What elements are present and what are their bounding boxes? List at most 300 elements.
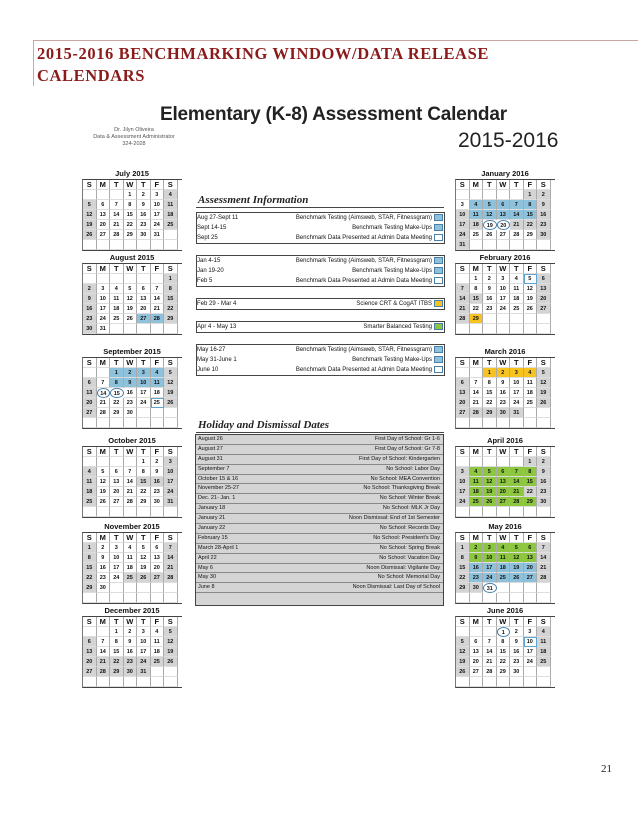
- calendar-empty-cell: [510, 457, 524, 467]
- calendar-day: 3: [151, 190, 165, 200]
- holiday-event: No School: Spring Break: [379, 544, 440, 551]
- calendar-day: 17: [164, 477, 178, 487]
- calendar-day: 24: [524, 657, 538, 667]
- month-calendar: [82, 253, 182, 335]
- calendar-day: 8: [137, 467, 151, 477]
- calendar-day: 30: [83, 324, 97, 334]
- calendar-empty-cell: [510, 418, 524, 428]
- calendar-day: 16: [537, 477, 551, 487]
- calendar-day: 30: [151, 497, 165, 507]
- month-calendar: [455, 522, 555, 604]
- calendar-day: 6: [151, 543, 165, 553]
- calendar-day: 18: [510, 294, 524, 304]
- calendar-day: 31: [510, 408, 524, 418]
- weekday-header: W: [497, 264, 511, 274]
- calendar-empty-cell: [524, 677, 538, 687]
- weekday-header: T: [483, 264, 497, 274]
- holiday-event: First Day of School: Gr 1-6: [374, 436, 440, 442]
- calendar-day: 24: [137, 398, 151, 408]
- calendar-day: 17: [97, 304, 111, 314]
- calendar-empty-cell: [483, 627, 497, 637]
- calendar-day: 11: [537, 637, 551, 647]
- calendar-day: 6: [537, 274, 551, 284]
- weekday-header: M: [470, 533, 484, 543]
- assessment-date: Jan 4-15: [197, 258, 221, 264]
- calendar-day: 14: [483, 647, 497, 657]
- calendar-day: 3: [97, 284, 111, 294]
- calendar-day: 23: [124, 657, 138, 667]
- calendar-day: 11: [83, 477, 97, 487]
- holiday-event: No School: Memorial Day: [377, 574, 440, 581]
- calendar-day: 15: [164, 294, 178, 304]
- calendar-day: 16: [83, 304, 97, 314]
- calendar-empty-cell: [110, 418, 124, 428]
- calendar-day: 22: [456, 573, 470, 583]
- weekday-header: W: [497, 533, 511, 543]
- weekday-header: T: [483, 447, 497, 457]
- assessment-event: Benchmark Testing Make-Ups: [352, 225, 432, 231]
- calendar-empty-cell: [110, 240, 124, 250]
- assessment-event: Benchmark Testing (Aimsweb, STAR, Fitnessgram): [295, 258, 432, 264]
- calendar-empty-cell: [164, 408, 178, 418]
- calendar-empty-cell: [97, 677, 111, 687]
- calendar-empty-cell: [97, 418, 111, 428]
- calendar-day: 20: [537, 294, 551, 304]
- calendar-day: 11: [524, 378, 538, 388]
- calendar-day: 27: [110, 497, 124, 507]
- calendar-empty-cell: [124, 240, 138, 250]
- calendar-day: 25: [470, 497, 484, 507]
- calendar-day: 16: [124, 647, 138, 657]
- calendar-day: 8: [124, 200, 138, 210]
- calendar-day: 3: [137, 368, 151, 378]
- calendar-day: 7: [110, 200, 124, 210]
- calendar-empty-cell: [524, 408, 538, 418]
- month-grid: [455, 357, 555, 429]
- calendar-day: 25: [164, 220, 178, 230]
- calendar-empty-cell: [497, 507, 511, 517]
- calendar-empty-cell: [137, 507, 151, 517]
- calendar-day: 22: [83, 573, 97, 583]
- calendar-day: 10: [97, 294, 111, 304]
- month-grid: [455, 532, 555, 604]
- calendar-day: 12: [483, 210, 497, 220]
- calendar-day: 27: [497, 230, 511, 240]
- calendar-day: 6: [83, 378, 97, 388]
- weekday-header: S: [164, 264, 178, 274]
- calendar-day: 2: [124, 627, 138, 637]
- calendar-day: 2: [83, 284, 97, 294]
- calendar-empty-cell: [97, 274, 111, 284]
- assessment-heading-rule: [196, 207, 444, 208]
- calendar-day: 2: [470, 543, 484, 553]
- calendar-empty-cell: [83, 627, 97, 637]
- calendar-empty-cell: [537, 667, 551, 677]
- calendar-day: 6: [97, 200, 111, 210]
- calendar-year: 2015-2016: [458, 129, 559, 152]
- calendar-day: 21: [510, 220, 524, 230]
- calendar-day: 2: [497, 368, 511, 378]
- weekday-header: T: [510, 617, 524, 627]
- weekday-header: M: [97, 617, 111, 627]
- holiday-event: No School: Records Day: [379, 525, 440, 532]
- weekday-header: F: [524, 447, 538, 457]
- calendar-day: 8: [483, 378, 497, 388]
- calendar-day: 28: [151, 314, 165, 324]
- month-name: October 2015: [108, 436, 156, 445]
- weekday-header: F: [524, 617, 538, 627]
- weekday-header: M: [470, 264, 484, 274]
- weekday-header: F: [151, 358, 165, 368]
- calendar-day: 20: [83, 657, 97, 667]
- calendar-day: 9: [497, 378, 511, 388]
- calendar-empty-cell: [470, 324, 484, 334]
- calendar-empty-cell: [137, 677, 151, 687]
- calendar-day: 10: [524, 637, 538, 647]
- calendar-day: 2: [151, 457, 165, 467]
- calendar-empty-cell: [524, 240, 538, 250]
- weekday-header: T: [510, 264, 524, 274]
- assessment-event: Smarter Balanced Testing: [363, 324, 432, 330]
- calendar-day: 2: [137, 190, 151, 200]
- weekday-header: W: [124, 447, 138, 457]
- weekday-header: S: [164, 617, 178, 627]
- calendar-day: 5: [537, 368, 551, 378]
- holiday-date: March 28-April 1: [198, 544, 239, 551]
- calendar-day: 11: [151, 378, 165, 388]
- calendar-day: 5: [483, 467, 497, 477]
- calendar-day: 15: [524, 477, 538, 487]
- holiday-date: October 15 & 16: [198, 475, 239, 482]
- calendar-day: 21: [97, 398, 111, 408]
- month-calendar: [82, 169, 182, 251]
- weekday-header: F: [151, 533, 165, 543]
- weekday-header: M: [470, 617, 484, 627]
- calendar-empty-cell: [137, 583, 151, 593]
- weekday-header: W: [124, 180, 138, 190]
- calendar-empty-cell: [483, 457, 497, 467]
- holiday-event: Noon Dismissal: Vigilante Day: [366, 564, 440, 571]
- calendar-empty-cell: [470, 368, 484, 378]
- holiday-event: No School: Thanksgiving Break: [363, 485, 440, 492]
- calendar-empty-cell: [110, 507, 124, 517]
- holiday-date: August 27: [198, 445, 223, 452]
- month-calendar: [82, 606, 182, 688]
- calendar-day: 8: [110, 637, 124, 647]
- weekday-header: W: [124, 358, 138, 368]
- calendar-day: 17: [151, 210, 165, 220]
- calendar-day: 17: [456, 220, 470, 230]
- calendar-empty-cell: [483, 418, 497, 428]
- calendar-day: 14: [510, 210, 524, 220]
- calendar-empty-cell: [510, 507, 524, 517]
- calendar-day: 14: [470, 388, 484, 398]
- weekday-header: F: [524, 533, 538, 543]
- calendar-day: 16: [497, 388, 511, 398]
- calendar-day: 25: [151, 398, 165, 408]
- weekday-header: S: [537, 533, 551, 543]
- month-grid: [455, 446, 555, 518]
- weekday-header: S: [83, 180, 97, 190]
- calendar-day: 30: [124, 408, 138, 418]
- calendar-day: 22: [524, 220, 538, 230]
- calendar-day: 28: [470, 408, 484, 418]
- calendar-day: 12: [483, 477, 497, 487]
- calendar-day: 3: [497, 274, 511, 284]
- calendar-day: 21: [110, 220, 124, 230]
- weekday-header: W: [497, 180, 511, 190]
- calendar-empty-cell: [510, 324, 524, 334]
- calendar-day: 10: [151, 200, 165, 210]
- calendar-empty-cell: [470, 507, 484, 517]
- month-grid: [82, 357, 182, 429]
- calendar-day: 28: [537, 573, 551, 583]
- calendar-day: 1: [483, 368, 497, 378]
- legend-swatch: [434, 257, 443, 264]
- calendar-day: 2: [510, 627, 524, 637]
- calendar-day: 21: [164, 563, 178, 573]
- calendar-day: 18: [151, 388, 165, 398]
- calendar-empty-cell: [124, 593, 138, 603]
- calendar-day: 7: [537, 543, 551, 553]
- holiday-date: August 26: [198, 436, 223, 442]
- calendar-empty-cell: [151, 324, 165, 334]
- calendar-empty-cell: [497, 190, 511, 200]
- calendar-day: 2: [97, 543, 111, 553]
- calendar-day: 17: [483, 563, 497, 573]
- calendar-day: 17: [510, 388, 524, 398]
- weekday-header: S: [537, 447, 551, 457]
- weekday-header: S: [83, 617, 97, 627]
- calendar-day: 9: [137, 200, 151, 210]
- calendar-empty-cell: [137, 593, 151, 603]
- calendar-day: 1: [83, 543, 97, 553]
- calendar-day: 16: [510, 647, 524, 657]
- calendar-day: 6: [497, 200, 511, 210]
- calendar-day: 26: [524, 304, 538, 314]
- assessment-event: Benchmark Testing Make-Ups: [352, 357, 432, 363]
- calendar-day: 16: [470, 563, 484, 573]
- calendar-empty-cell: [456, 324, 470, 334]
- calendar-day: 20: [137, 304, 151, 314]
- calendar-empty-cell: [83, 593, 97, 603]
- weekday-header: T: [137, 180, 151, 190]
- calendar-day: 25: [497, 573, 511, 583]
- calendar-day: 26: [137, 573, 151, 583]
- calendar-day: 10: [456, 477, 470, 487]
- calendar-day: 8: [470, 284, 484, 294]
- calendar-empty-cell: [537, 408, 551, 418]
- weekday-header: S: [83, 533, 97, 543]
- calendar-empty-cell: [164, 677, 178, 687]
- assessment-row: [196, 365, 444, 375]
- month-name: January 2016: [481, 169, 529, 178]
- month-calendar: [82, 522, 182, 604]
- holiday-date: January 21: [198, 515, 226, 522]
- calendar-day: 20: [524, 563, 538, 573]
- calendar-day: 15: [483, 388, 497, 398]
- calendar-day: 25: [537, 657, 551, 667]
- calendar-empty-cell: [83, 274, 97, 284]
- calendar-day: 12: [456, 647, 470, 657]
- calendar-day: 3: [524, 627, 538, 637]
- calendar-day: 3: [164, 457, 178, 467]
- calendar-day: 6: [456, 378, 470, 388]
- holiday-event: First Day of School: Kindergarten: [358, 455, 440, 462]
- calendar-empty-cell: [137, 418, 151, 428]
- calendar-empty-cell: [137, 408, 151, 418]
- calendar-day: 26: [97, 497, 111, 507]
- calendar-day: 21: [456, 304, 470, 314]
- holiday-row: [196, 583, 443, 593]
- weekday-header: F: [151, 447, 165, 457]
- calendar-day: 25: [124, 573, 138, 583]
- calendar-day: 19: [510, 563, 524, 573]
- calendar-empty-cell: [456, 677, 470, 687]
- calendar-day: 17: [456, 487, 470, 497]
- assessment-row: [196, 322, 444, 332]
- weekday-header: T: [483, 533, 497, 543]
- month-grid: [82, 179, 182, 251]
- weekday-header: T: [110, 533, 124, 543]
- calendar-empty-cell: [83, 457, 97, 467]
- holiday-event: No School: MEA Convention: [370, 475, 440, 482]
- legend-swatch: [434, 267, 443, 274]
- calendar-day: 24: [151, 220, 165, 230]
- calendar-empty-cell: [110, 457, 124, 467]
- assessment-date: Feb 29 - Mar 4: [197, 301, 237, 307]
- calendar-empty-cell: [137, 240, 151, 250]
- calendar-day: 25: [470, 230, 484, 240]
- calendar-day: 20: [110, 487, 124, 497]
- calendar-day: 10: [137, 378, 151, 388]
- weekday-header: T: [137, 358, 151, 368]
- weekday-header: M: [470, 358, 484, 368]
- calendar-day: 5: [137, 543, 151, 553]
- calendar-empty-cell: [497, 457, 511, 467]
- weekday-header: M: [97, 533, 111, 543]
- calendar-day: 20: [151, 563, 165, 573]
- calendar-empty-cell: [470, 240, 484, 250]
- calendar-empty-cell: [110, 190, 124, 200]
- legend-swatch: [434, 214, 443, 221]
- calendar-day: 27: [151, 573, 165, 583]
- calendar-day: 15: [110, 388, 124, 398]
- calendar-day: 25: [110, 314, 124, 324]
- calendar-day: 12: [83, 210, 97, 220]
- calendar-day: 27: [470, 667, 484, 677]
- calendar-empty-cell: [456, 190, 470, 200]
- calendar-day: 1: [524, 190, 538, 200]
- calendar-day: 7: [97, 637, 111, 647]
- calendar-day: 17: [524, 647, 538, 657]
- assessment-row: [196, 223, 444, 233]
- calendar-empty-cell: [151, 507, 165, 517]
- calendar-day: 30: [124, 667, 138, 677]
- month-name: June 2016: [486, 606, 524, 615]
- calendar-empty-cell: [510, 240, 524, 250]
- calendar-day: 15: [524, 210, 538, 220]
- calendar-day: 11: [470, 210, 484, 220]
- calendar-empty-cell: [470, 457, 484, 467]
- calendar-day: 14: [537, 553, 551, 563]
- calendar-empty-cell: [537, 240, 551, 250]
- calendar-day: 23: [470, 573, 484, 583]
- calendar-day: 25: [510, 304, 524, 314]
- calendar-empty-cell: [497, 314, 511, 324]
- calendar-day: 6: [524, 543, 538, 553]
- calendar-day: 15: [110, 647, 124, 657]
- calendar-day: 7: [470, 378, 484, 388]
- weekday-header: F: [524, 358, 538, 368]
- calendar-day: 1: [524, 457, 538, 467]
- calendar-empty-cell: [497, 324, 511, 334]
- calendar-empty-cell: [164, 418, 178, 428]
- holiday-row: [196, 524, 443, 534]
- calendar-day: 31: [483, 583, 497, 593]
- calendar-empty-cell: [151, 667, 165, 677]
- weekday-header: S: [164, 533, 178, 543]
- calendar-day: 12: [97, 477, 111, 487]
- weekday-header: M: [97, 358, 111, 368]
- calendar-day: 30: [497, 408, 511, 418]
- calendar-empty-cell: [456, 593, 470, 603]
- assessment-date: Jan 19-20: [197, 268, 224, 274]
- calendar-day: 19: [124, 304, 138, 314]
- calendar-day: 23: [510, 657, 524, 667]
- calendar-day: 22: [110, 398, 124, 408]
- month-calendar: [455, 253, 555, 335]
- calendar-day: 23: [537, 487, 551, 497]
- holiday-date: May 30: [198, 574, 217, 581]
- weekday-header: T: [510, 533, 524, 543]
- calendar-day: 10: [164, 467, 178, 477]
- calendar-empty-cell: [97, 593, 111, 603]
- weekday-header: S: [537, 617, 551, 627]
- holiday-row: [196, 573, 443, 583]
- calendar-day: 29: [110, 408, 124, 418]
- assessment-event: Benchmark Data Presented at Admin Data Meeting: [295, 367, 432, 373]
- calendar-empty-cell: [524, 418, 538, 428]
- calendar-day: 20: [456, 398, 470, 408]
- calendar-empty-cell: [497, 418, 511, 428]
- holiday-row: [196, 554, 443, 564]
- weekday-header: W: [124, 264, 138, 274]
- calendar-day: 29: [524, 230, 538, 240]
- calendar-empty-cell: [83, 190, 97, 200]
- holiday-row: [196, 475, 443, 485]
- assessment-event: Benchmark Testing (Aimsweb, STAR, Fitnessgram): [295, 347, 432, 353]
- calendar-title: Elementary (K-8) Assessment Calendar: [160, 104, 507, 125]
- calendar-day: 5: [483, 200, 497, 210]
- holiday-heading: Holiday and Dismissal Dates: [198, 419, 330, 431]
- assessment-date: Sept 14-15: [197, 225, 227, 231]
- calendar-day: 1: [164, 274, 178, 284]
- calendar-empty-cell: [151, 583, 165, 593]
- calendar-day: 4: [510, 274, 524, 284]
- calendar-day: 1: [124, 190, 138, 200]
- calendar-day: 4: [124, 543, 138, 553]
- calendar-day: 25: [524, 398, 538, 408]
- weekday-header: T: [483, 617, 497, 627]
- calendar-empty-cell: [537, 418, 551, 428]
- calendar-day: 28: [124, 497, 138, 507]
- calendar-day: 31: [97, 324, 111, 334]
- calendar-day: 7: [97, 378, 111, 388]
- calendar-day: 7: [510, 467, 524, 477]
- calendar-day: 28: [510, 497, 524, 507]
- calendar-day: 3: [510, 368, 524, 378]
